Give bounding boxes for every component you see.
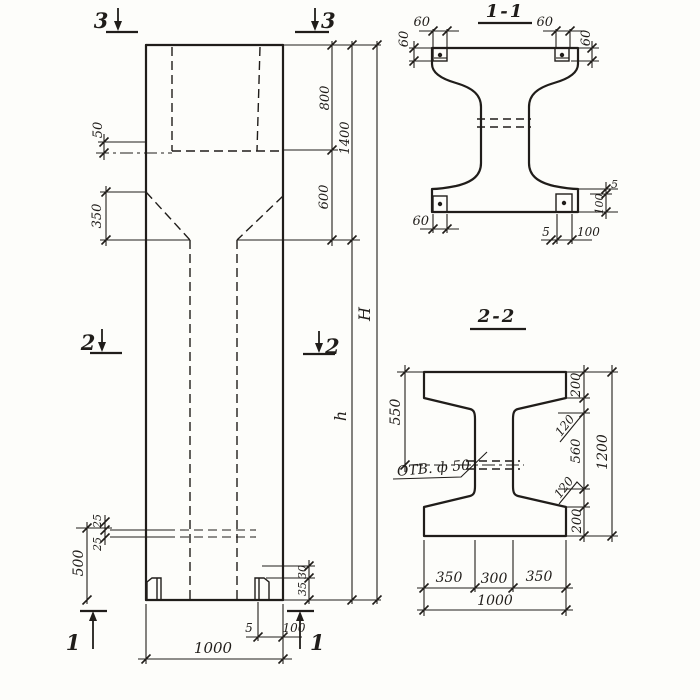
section-1-1-outline xyxy=(432,48,578,212)
dim-label-350-right: 350 xyxy=(525,569,553,585)
section-marker-3-left xyxy=(94,8,138,33)
dim-label-500: 500 xyxy=(71,549,87,577)
section-2-2-outline xyxy=(424,372,566,536)
elevation-view xyxy=(66,8,382,664)
dim-label-1200: 1200 xyxy=(595,434,611,470)
dim-1000 xyxy=(138,604,292,664)
dim-5-100-bottom xyxy=(541,214,600,245)
section-marker-2-right xyxy=(303,331,340,359)
dim-60-top-left xyxy=(413,15,459,48)
section-2-2 xyxy=(388,306,618,616)
hole-callout-label: ОТВ. ф 50 xyxy=(396,457,471,480)
base-plates xyxy=(147,578,269,600)
section-marker-3-right-label: 3 xyxy=(321,8,336,33)
section-marker-3-left-label: 3 xyxy=(93,8,109,33)
dim-label-1400: 1400 xyxy=(338,121,353,155)
dim-label-h: h xyxy=(331,410,350,422)
dim-label-25-lower: 25 xyxy=(91,537,104,551)
dim-label-120-bottom: 120 xyxy=(551,474,577,501)
dim-label-5-bottom: 5 xyxy=(542,225,550,239)
dim-label-60-left: 60 xyxy=(397,30,412,48)
dim-label-120-top: 120 xyxy=(552,412,578,439)
section-marker-2-right-label: 2 xyxy=(325,334,340,359)
dim-label-1000: 1000 xyxy=(193,639,233,657)
base-hole-lines xyxy=(110,530,256,537)
dim-label-350: 350 xyxy=(90,203,105,229)
dim-label-25-upper: 25 xyxy=(91,514,104,528)
dim-label-60-right: 60 xyxy=(579,29,594,47)
hole-callout xyxy=(393,452,487,480)
dim-label-600: 600 xyxy=(317,184,332,210)
section-marker-1-right-label: 1 xyxy=(310,630,325,655)
dim-label-5: 5 xyxy=(245,621,253,635)
dim-500 xyxy=(71,522,112,605)
dim-label-60-bottom-left: 60 xyxy=(412,214,429,229)
dim-5-100 xyxy=(245,602,306,642)
dim-label-100-right: 100 xyxy=(593,193,606,215)
dim-30-35 xyxy=(262,560,315,605)
dim-label-300: 300 xyxy=(480,571,508,587)
dim-label-35: 35 xyxy=(296,582,309,596)
section-marker-2-left xyxy=(80,329,122,355)
dim-chain-right xyxy=(237,41,382,605)
dim-chain-right-2 xyxy=(551,365,618,542)
section-1-1-title: 1-1 xyxy=(485,1,525,22)
section-1-1 xyxy=(397,1,618,245)
hidden-lines xyxy=(96,47,283,600)
dim-label-1000-section: 1000 xyxy=(477,593,513,609)
dim-label-50: 50 xyxy=(91,121,106,139)
column-outline xyxy=(146,45,283,600)
dim-label-560: 560 xyxy=(569,438,584,464)
web-hole-hidden-lines xyxy=(477,119,531,127)
dim-chain-bottom-2 xyxy=(417,540,573,616)
dim-label-60-top-right: 60 xyxy=(536,15,553,30)
section-marker-3-right xyxy=(295,8,336,33)
dim-label-800: 800 xyxy=(318,85,333,111)
dim-label-5-right: 5 xyxy=(611,178,618,191)
section-marker-2-left-label: 2 xyxy=(80,330,96,355)
dim-label-100: 100 xyxy=(282,621,306,635)
section-marker-1-left xyxy=(66,611,107,655)
dim-label-30: 30 xyxy=(296,565,309,579)
dim-60-bottom-left xyxy=(412,214,459,234)
dim-350 xyxy=(90,186,190,246)
dim-label-200-bottom: 200 xyxy=(570,508,585,534)
dim-label-H: H xyxy=(355,307,374,321)
dim-60-top-right xyxy=(536,15,583,48)
dim-label-60-top-left: 60 xyxy=(413,15,430,30)
dim-5-100-right xyxy=(578,178,618,219)
dim-60-left xyxy=(397,31,432,68)
dim-label-100-bottom: 100 xyxy=(577,225,600,239)
dim-25-25 xyxy=(91,514,110,552)
dim-label-350-left: 350 xyxy=(435,570,463,586)
dim-550 xyxy=(388,365,424,472)
dim-label-200-top: 200 xyxy=(569,372,584,398)
section-2-2-title: 2-2 xyxy=(477,306,517,327)
section-marker-1-left-label: 1 xyxy=(65,630,81,655)
dim-label-550: 550 xyxy=(388,398,404,426)
dim-50 xyxy=(91,122,146,160)
